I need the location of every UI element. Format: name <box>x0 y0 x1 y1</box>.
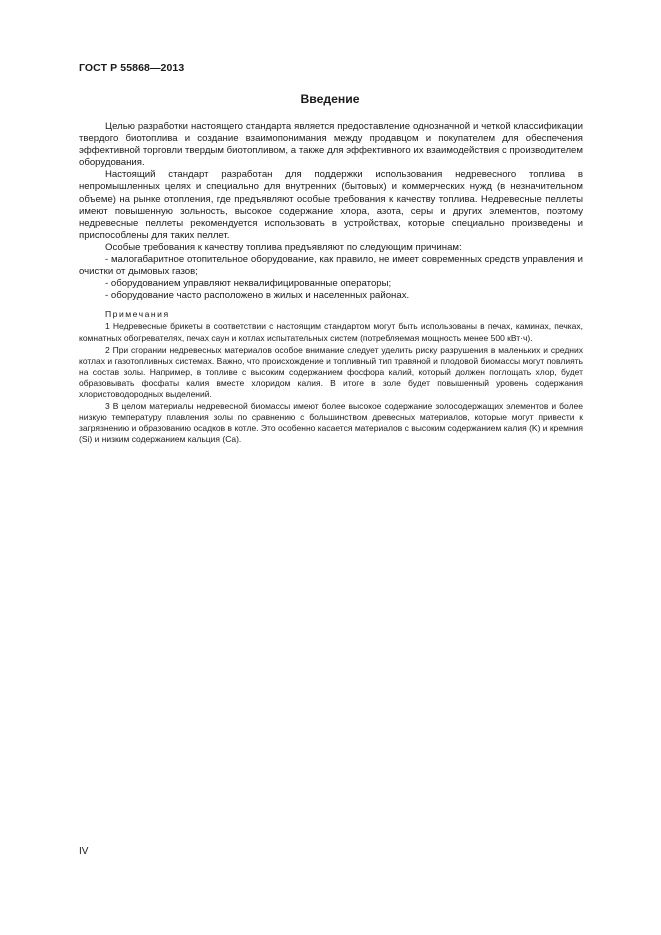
note-1: 1 Недревесные брикеты в соответствии с настоящим стандартом могут быть использованы в печах, каминах, печках, комнатных обогревателях, печах саун и котлах испытательных систем (потребляемая мощность менее 500 кВт·ч). <box>79 321 583 343</box>
notes-heading: Примечания <box>105 309 170 320</box>
intro-paragraph-2: Настоящий стандарт разработан для поддержки использования недревесного топлива в непромышленных целях и специально для внутренних (бытовых) и коммерческих нужд (в незначительном объеме) на рынке отопления, где предъявляют особые требования к качеству топлива. Недревесные пеллеты имеют повышенную зольность, высокое содержание хлора, азота, серы и других элементов, поэтому недревесные пеллеты рекомендуется использовать в устройствах, которые специально произведены и приспособлены для таких пеллет. <box>79 169 583 241</box>
intro-paragraph-1: Целью разработки настоящего стандарта является предоставление однозначной и четкой классификации твердого биотоплива и создание взаимопонимания между продавцом и покупателем для обеспечения эффективной торговли твердым биотопливом, а также для эффективного их взаимодействия с производителем оборудования. <box>79 121 583 169</box>
section-title: Введение <box>300 92 360 106</box>
page-number: IV <box>79 846 89 857</box>
reason-item-3: - оборудование часто расположено в жилых и населенных районах. <box>105 290 410 302</box>
document-body <box>79 121 583 446</box>
reason-item-2: - оборудованием управляют неквалифицированные операторы; <box>105 278 392 290</box>
intro-paragraph-3: Особые требования к качеству топлива предъявляют по следующим причинам: <box>105 241 462 253</box>
document-header: ГОСТ Р 55868—2013 <box>79 62 185 74</box>
note-2: 2 При сгорании недревесных материалов особое внимание следует уделить риску разрушения в маленьких и средних котлах и газотопливных системах. Важно, что происхождение и топливный тип травяной и плодовой биомассы могут повлиять на состав золы. Например, в топливе с высоким содержанием фосфора калий, который должен поглощать хлор, будет образовывать фосфаты калия вместе хлоридом калия. В итоге в золе будет повышенный уровень содержания хлористоводородных выделений. <box>79 344 583 399</box>
reason-item-1: - малогабаритное отопительное оборудование, как правило, не имеет современных средств управления и очистки от дымовых газов; <box>79 254 583 278</box>
note-3: 3 В целом материалы недревесной биомассы имеют более высокое содержание золосодержащих элементов и более низкую температуру плавления золы по сравнению с большинством древесных материалов, которые могут привести к загрязнению и образованию осадков в котле. Это особенно касается материалов с высоким содержанием калия (K) и кремния (Si) и низким содержанием кальция (Ca). <box>79 401 583 445</box>
